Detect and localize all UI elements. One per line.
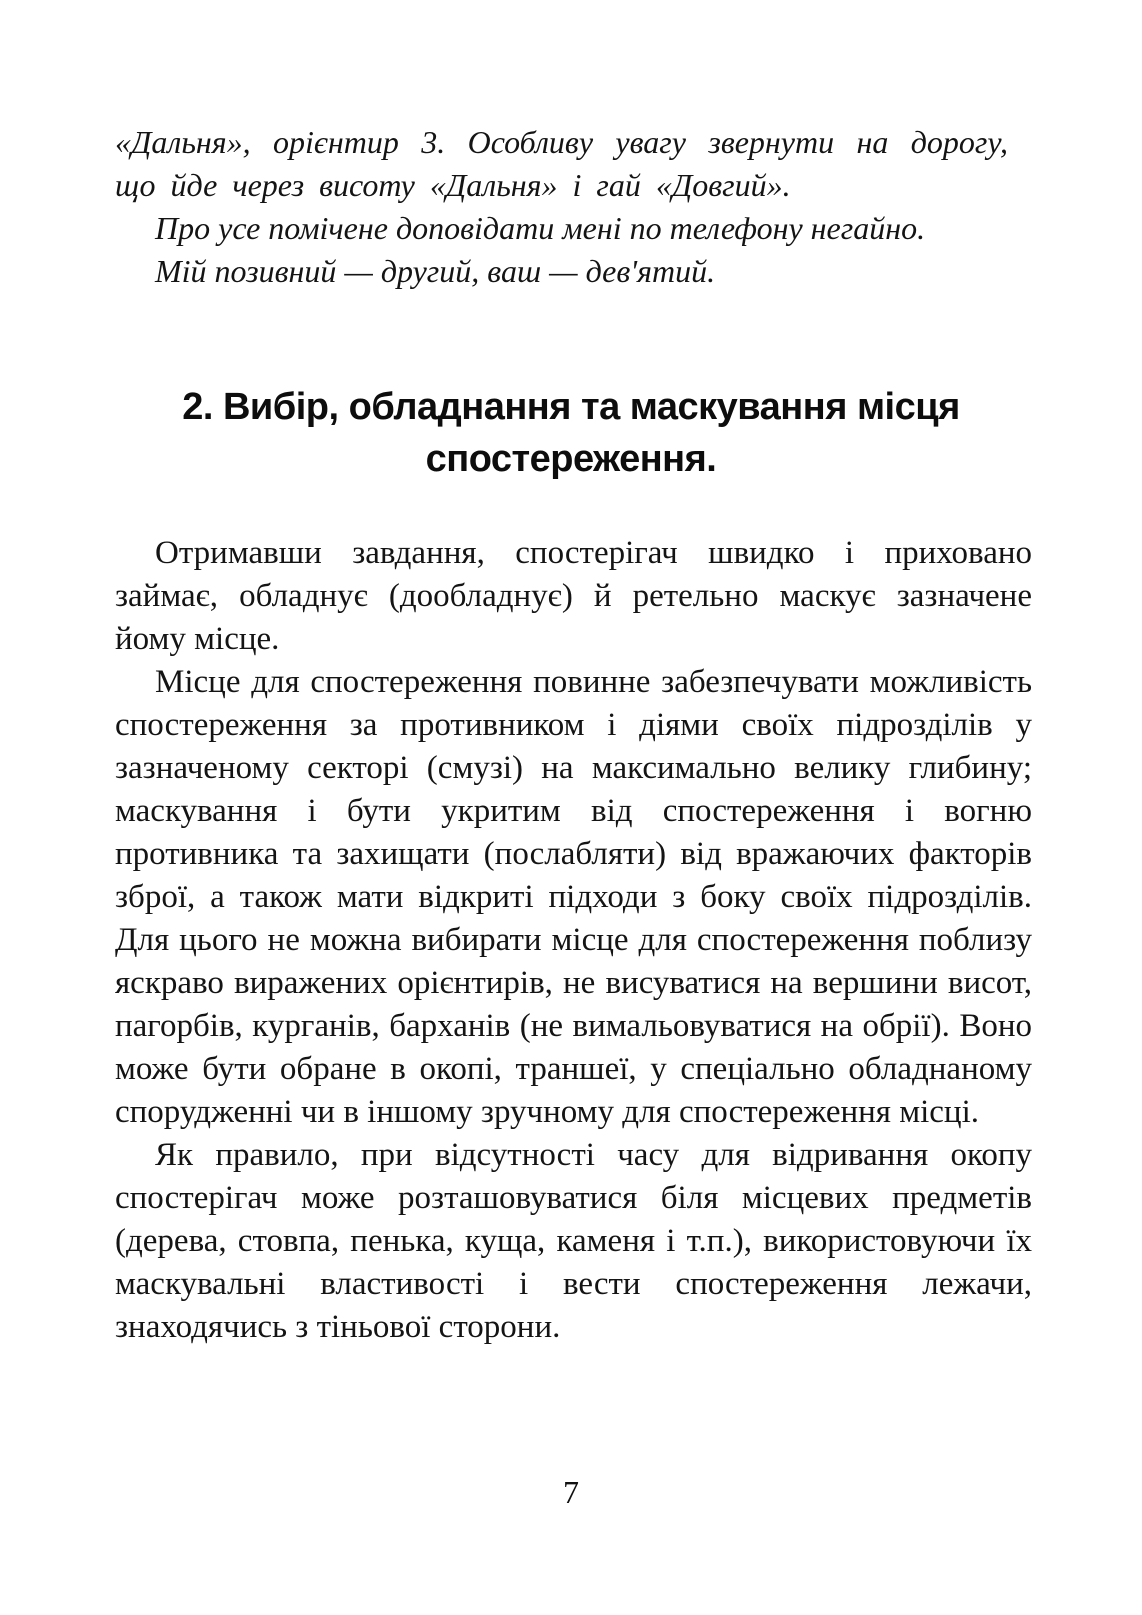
page-number: 7 — [563, 1474, 579, 1510]
intro-paragraph-1-line-1: «Дальня», орієнтир 3. Особливу увагу звернути на дорогу, — [115, 124, 1008, 160]
body-paragraph-2: Місце для спостереження повинне забезпечувати можливість спостереження за противником і діями своїх підрозділів у зазначеному секторі (смузі) на максимально велику глибину; маскування і бути укритим від спостереження і вогню противника та захищати (послабляти) від вражаючих факторів зброї, а також мати відкриті підходи з боку своїх підрозділів. Для цього не можна вибирати місце для спостереження поблизу яскраво виражених орієнтирів, не висуватися на вершини висот, пагорбів, курганів, барханів (не вимальовуватися на обрії). Воно може бути обране в окопі, траншеї, у спеціально обладнаному спорудженні чи в іншому зручному для спостереження місці. — [115, 664, 1032, 1130]
body-paragraph-1: Отримавши завдання, спостерігач швидко і приховано займає, обладнує (дообладнує) й ретельно маскує зазначене йому місце. — [115, 535, 1032, 657]
intro-italic-block — [115, 121, 1008, 293]
section-heading — [0, 381, 1142, 485]
section-heading-line-2: спостереження. — [425, 438, 717, 480]
intro-paragraph-1-line-2: що йде через висоту «Дальня» і гай «Довгий». — [115, 167, 791, 203]
intro-paragraph-2: Про усе помічене доповідати мені по телефону негайно. — [155, 210, 926, 246]
body-text-block — [115, 532, 1032, 1349]
body-paragraph-3: Як правило, при відсутності часу для відривання окопу спостерігач може розташовуватися біля місцевих предметів (дерева, стовпа, пенька, куща, каменя і т.п.), використовуючи їх маскувальні властивості і вести спостереження лежачи, знаходячись з тіньової сторони. — [115, 1137, 1032, 1345]
section-heading-line-1: 2. Вибір, обладнання та маскування місця — [182, 386, 960, 428]
intro-paragraph-3: Мій позивний — другий, ваш — дев'ятий. — [155, 253, 716, 289]
